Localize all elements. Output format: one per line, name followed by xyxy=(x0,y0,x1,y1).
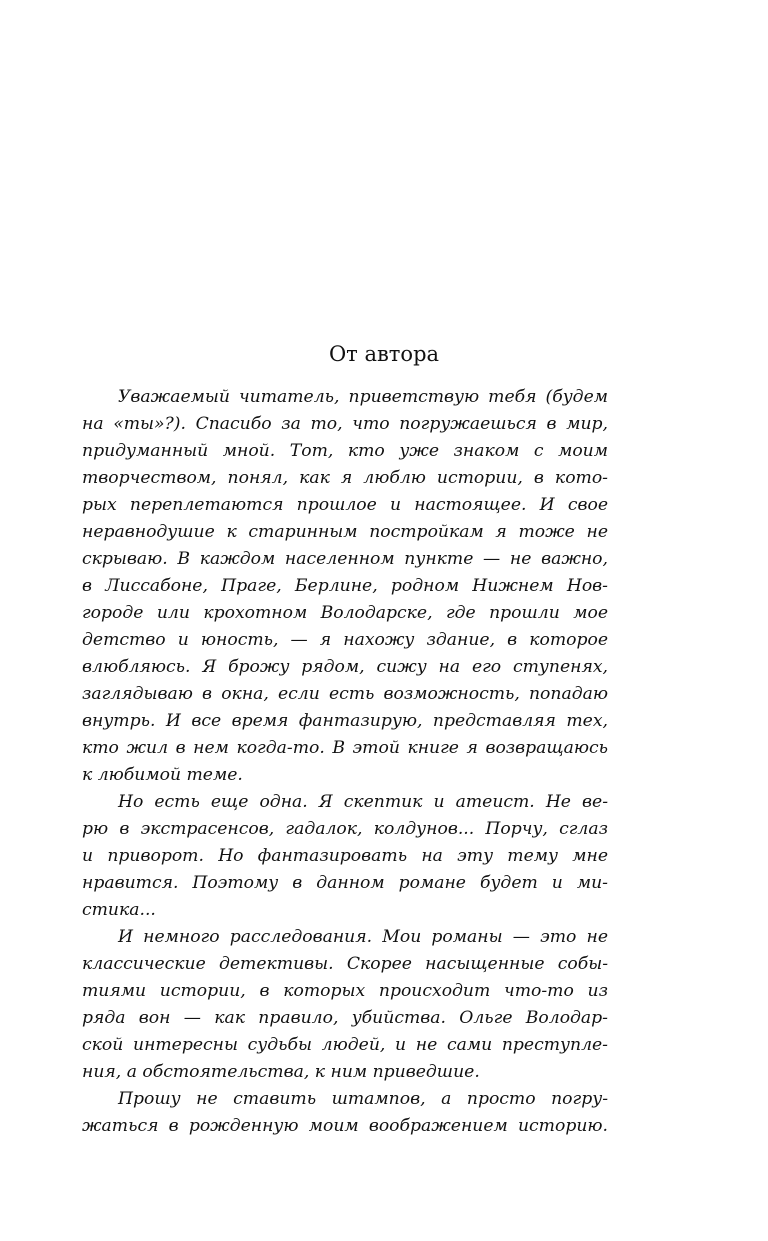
text-line: скрываю. В каждом населенном пункте — не важно, xyxy=(82,549,608,569)
text-line: и приворот. Но фантазировать на эту тему мне xyxy=(82,846,608,866)
text-line: придуманный мной. Тот, кто уже знаком с моим xyxy=(82,441,608,461)
text-line: к любимой теме. xyxy=(82,765,243,785)
text-line: заглядываю в окна, если есть возможность, попадаю xyxy=(82,684,608,704)
text-line: стика... xyxy=(82,900,156,920)
text-line: городе или крохотном Володарске, где прошли мое xyxy=(82,603,608,623)
text-line: детство и юность, — я нахожу здание, в которое xyxy=(82,630,608,650)
text-line: классические детективы. Скорее насыщенные собы- xyxy=(82,954,608,974)
text-line: тиями истории, в которых происходит что-то из xyxy=(82,981,608,1001)
text-line: неравнодушие к старинным постройкам я тоже не xyxy=(82,522,608,542)
text-line: И немного расследования. Мои романы — это не xyxy=(118,927,608,947)
text-line: внутрь. И все время фантазирую, представляя тех, xyxy=(82,711,608,731)
text-line: ния, а обстоятельства, к ним приведшие. xyxy=(82,1062,480,1082)
text-line: кто жил в нем когда-то. В этой книге я возвращаюсь xyxy=(82,738,608,758)
text-line: Но есть еще одна. Я скептик и атеист. Не ве- xyxy=(118,792,608,812)
text-line: рю в экстрасенсов, гадалок, колдунов... Порчу, сглаз xyxy=(82,819,608,839)
text-line: рых переплетаются прошлое и настоящее. И свое xyxy=(82,495,608,515)
text-line: ряда вон — как правило, убийства. Ольге Володар- xyxy=(82,1008,608,1028)
text-line: жаться в рожденную моим воображением историю. xyxy=(82,1116,608,1136)
text-line: на «ты»?). Спасибо за то, что погружаешься в мир, xyxy=(82,414,608,434)
page-title: От автора xyxy=(328,342,440,366)
text-line: влюбляюсь. Я брожу рядом, сижу на его ступенях, xyxy=(82,657,608,677)
text-line: ской интересны судьбы людей, и не сами преступле- xyxy=(82,1035,608,1055)
text-line: Прошу не ставить штампов, а просто погру- xyxy=(118,1089,608,1109)
text-line: творчеством, понял, как я люблю истории, в кото- xyxy=(82,468,608,488)
body-text xyxy=(82,384,608,1140)
text-line: нравится. Поэтому в данном романе будет и ми- xyxy=(82,873,608,893)
text-line: Уважаемый читатель, приветствую тебя (будем xyxy=(118,387,608,407)
text-line: в Лиссабоне, Праге, Берлине, родном Нижнем Нов- xyxy=(82,576,608,596)
